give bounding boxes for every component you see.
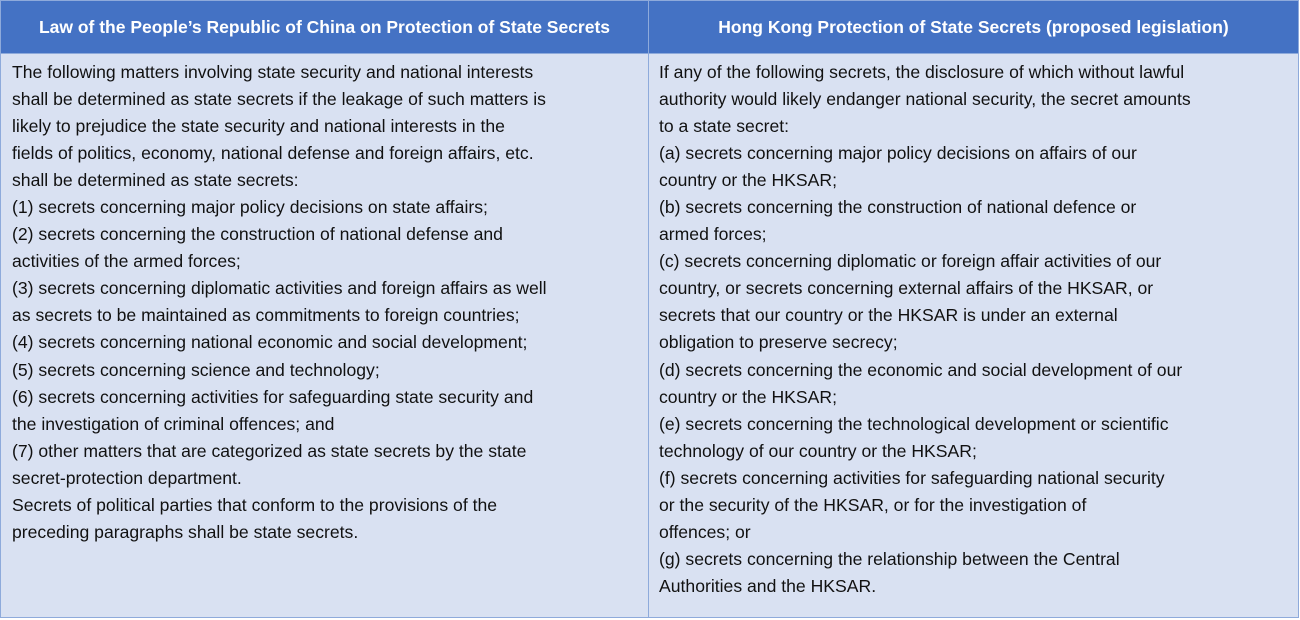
prc-law-line: as secrets to be maintained as commitments to foreign countries;: [12, 305, 520, 326]
hk-legislation-line: technology of our country or the HKSAR;: [659, 440, 977, 461]
prc-law-line: (1) secrets concerning major policy decisions on state affairs;: [12, 197, 488, 218]
prc-law-line: fields of politics, economy, national defense and foreign affairs, etc.: [12, 143, 534, 164]
hk-legislation-line: (g) secrets concerning the relationship between the Central: [659, 548, 1120, 569]
prc-law-line: (6) secrets concerning activities for safeguarding state security and: [12, 386, 534, 407]
hk-legislation-line: (a) secrets concerning major policy decisions on affairs of our: [659, 143, 1137, 164]
prc-law-line: secret-protection department.: [12, 467, 242, 488]
prc-law-line: (7) other matters that are categorized as state secrets by the state: [12, 440, 527, 461]
prc-law-line: shall be determined as state secrets if the leakage of such matters is: [12, 89, 546, 110]
hk-legislation-line: country, or secrets concerning external affairs of the HKSAR, or: [659, 278, 1154, 299]
hk-legislation-line: Authorities and the HKSAR.: [659, 575, 877, 596]
prc-law-cell: [1, 54, 649, 618]
hk-legislation-line: armed forces;: [659, 224, 767, 245]
hk-legislation-line: secrets that our country or the HKSAR is under an external: [659, 305, 1118, 326]
content-row: [1, 54, 1299, 618]
header-hk-legislation: Hong Kong Protection of State Secrets (proposed legislation): [649, 1, 1299, 54]
prc-law-line: preceding paragraphs shall be state secrets.: [12, 521, 359, 542]
prc-law-line: Secrets of political parties that conform to the provisions of the: [12, 494, 498, 515]
prc-law-line: (4) secrets concerning national economic and social development;: [12, 332, 528, 353]
hk-legislation-line: (f) secrets concerning activities for safeguarding national security: [659, 467, 1165, 488]
prc-law-line: (3) secrets concerning diplomatic activities and foreign affairs as well: [12, 278, 547, 299]
prc-law-line: likely to prejudice the state security and national interests in the: [12, 116, 505, 137]
hk-legislation-line: (e) secrets concerning the technological development or scientific: [659, 413, 1169, 434]
hk-legislation-cell: [649, 54, 1299, 618]
hk-legislation-line: country or the HKSAR;: [659, 170, 837, 191]
hk-legislation-line: to a state secret:: [659, 116, 790, 137]
hk-legislation-line: (b) secrets concerning the construction of national defence or: [659, 197, 1137, 218]
hk-legislation-line: (c) secrets concerning diplomatic or foreign affair activities of our: [659, 251, 1162, 272]
header-prc-law: Law of the People’s Republic of China on Protection of State Secrets: [1, 1, 649, 54]
prc-law-line: activities of the armed forces;: [12, 251, 241, 272]
prc-law-line: (5) secrets concerning science and technology;: [12, 359, 380, 380]
hk-legislation-line: (d) secrets concerning the economic and social development of our: [659, 359, 1183, 380]
hk-legislation-line: obligation to preserve secrecy;: [659, 332, 898, 353]
prc-law-line: the investigation of criminal offences; and: [12, 413, 335, 434]
hk-legislation-line: authority would likely endanger national security, the secret amounts: [659, 89, 1191, 110]
prc-law-line: (2) secrets concerning the construction of national defense and: [12, 224, 503, 245]
prc-law-line: The following matters involving state security and national interests: [12, 62, 534, 82]
prc-law-line: shall be determined as state secrets:: [12, 170, 299, 191]
header-row: [1, 1, 1299, 54]
hk-legislation-line: offences; or: [659, 521, 751, 542]
hk-legislation-line: or the security of the HKSAR, or for the investigation of: [659, 494, 1087, 515]
hk-legislation-line: country or the HKSAR;: [659, 386, 837, 407]
hk-legislation-line: If any of the following secrets, the disclosure of which without lawful: [659, 62, 1185, 82]
